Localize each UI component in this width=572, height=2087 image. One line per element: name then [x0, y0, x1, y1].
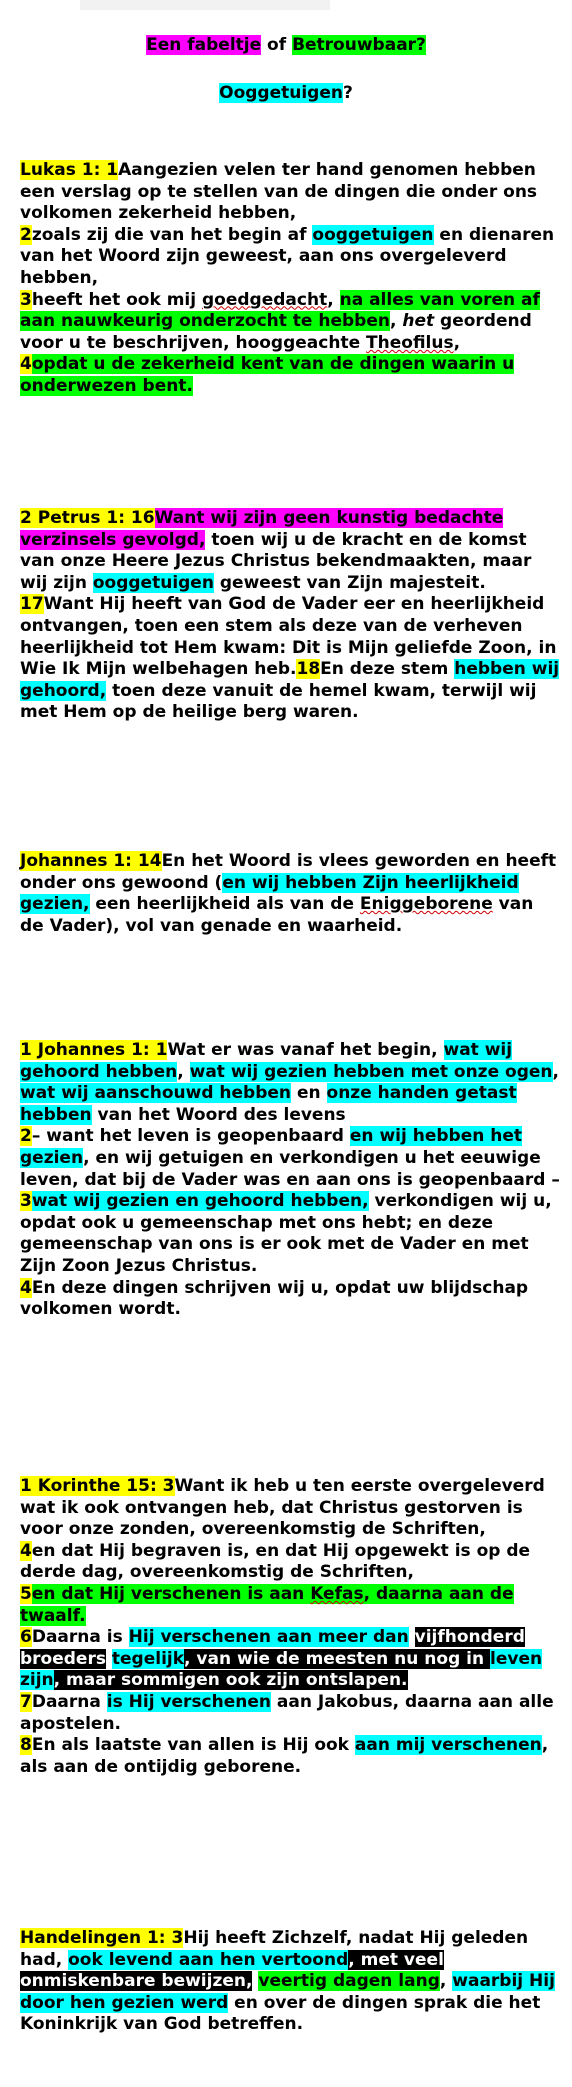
title-part-fabeltje: Een fabeltje	[146, 35, 262, 55]
highlighted-text: , daarna aan de twaalf.	[20, 1583, 514, 1626]
title-of: of	[261, 35, 293, 55]
passage-text	[409, 1627, 415, 1647]
verse-reference: 2	[20, 224, 32, 245]
highlighted-text: , maar sommigen ook zijn ontslapen.	[53, 1670, 408, 1691]
passage-text: En het Woord is vlees geworden en heeft onder ons gewoond (	[20, 851, 557, 893]
subtitle-question-mark: ?	[342, 83, 353, 103]
verse-reference: 17	[20, 594, 44, 615]
passage-text: en	[291, 1083, 327, 1104]
highlighted-text: , van wie de meesten nu nog in	[184, 1648, 491, 1669]
passage-lukas	[20, 160, 560, 398]
passage-text: ,	[552, 1061, 559, 1082]
passage-text: Eniggeborene	[359, 894, 493, 915]
passage-text: ,	[439, 1971, 453, 1992]
verse-reference: 1 Korinthe 15: 3	[20, 1476, 175, 1496]
passage-text: Aangezien velen ter hand genomen hebben een verslag op te stellen van de dingen die onder ons volkomen zekerheid hebben,	[20, 160, 538, 224]
passage-text: van de Vader), vol van genade en waarheid.	[20, 894, 534, 936]
passage-text: Want Hij heeft van God de Vader eer en heerlijkheid ontvangen, toen een stem als deze van de verheven heerlijkheid tot Hem kwam: Dit is Mijn geliefde Zoon, in Wie Ik Mijn welbehagen heb.	[20, 594, 557, 680]
verse-reference: 4	[20, 1540, 32, 1561]
verse-reference: 2 Petrus 1: 16	[20, 508, 155, 528]
page-title	[0, 34, 572, 56]
passage-text: ,	[177, 1061, 190, 1082]
passage-text: Daarna	[31, 1691, 107, 1712]
passage-text: En als laatste van allen is Hij ook	[31, 1735, 355, 1756]
highlighted-text: leven zijn	[20, 1648, 543, 1691]
passage-text: ,	[389, 311, 403, 332]
verse-reference: 3	[20, 289, 32, 310]
highlighted-text: met veel onmiskenbare bewijzen,	[20, 1949, 444, 1992]
passage-text: toen wij u de kracht en de komst van onze Heere Jezus Christus bekendmaakten, maar wij zijn	[20, 529, 532, 593]
passage-text: Wat er was vanaf het begin,	[167, 1040, 444, 1060]
passage-text: toen deze vanuit de hemel kwam, terwijl wij met Hem op de heilige berg waren.	[20, 680, 537, 723]
highlighted-text: vijfhonderd broeders	[20, 1627, 525, 1669]
passage-text: Theofilus	[366, 332, 454, 353]
verse-reference: 6	[20, 1627, 32, 1648]
verse-reference: Johannes 1: 14	[20, 851, 162, 871]
highlighted-text: ooggetuigen	[92, 572, 214, 593]
highlighted-text: en dat Hij verschenen is aan	[31, 1583, 311, 1604]
highlighted-text: opdat u de zekerheid kent van de dingen waarin u onderwezen bent.	[20, 354, 515, 396]
highlighted-text: waarbij Hij door hen gezien werd	[20, 1971, 555, 2013]
passage-text: en over de dingen sprak die het Koninkrijk van God betreffen.	[20, 1992, 541, 2035]
highlighted-text: en wij hebben het gezien	[20, 1126, 522, 1168]
highlighted-text: Hij verschenen aan meer dan	[128, 1627, 409, 1648]
highlighted-text: hebben wij gehoord,	[20, 659, 560, 701]
passage-text: Hij heeft Zichzelf, nadat Hij geleden had,	[20, 1928, 529, 1970]
highlighted-text: veertig dagen lang	[258, 1971, 440, 1992]
passage-text: heeft het ook mij	[31, 289, 202, 310]
passage-text: goedgedacht	[202, 289, 328, 310]
verse-reference: 1 Johannes 1: 1	[20, 1040, 168, 1060]
verse-reference: 4	[20, 354, 32, 375]
highlighted-text: onze handen getast	[326, 1083, 517, 1104]
passage-1-korinthe	[20, 1476, 560, 1778]
passage-text: geweest van Zijn majesteit.	[213, 572, 486, 593]
passage-text: Want ik heb u ten eerste overgeleverd wat ik ook ontvangen heb, dat Christus gestorven is voor onze zonden, overeenkomstig de Schriften,	[20, 1476, 545, 1540]
verse-reference: Lukas 1: 1	[20, 160, 119, 180]
highlighted-text: Want wij zijn geen kunstig bedachte verzinsels gevolgd,	[20, 508, 504, 550]
highlighted-text: tegelijk	[111, 1648, 185, 1669]
verse-reference: 7	[20, 1691, 32, 1712]
passage-text: , en wij getuigen en verkondigen u het eeuwige leven, dat bij de Vader was en aan ons is geopenbaard –	[20, 1147, 560, 1190]
passage-text: , als aan de ontijdig geborene.	[20, 1735, 549, 1777]
page-subtitle	[0, 82, 572, 104]
highlighted-text: en wij hebben Zijn heerlijkheid gezien,	[20, 872, 519, 915]
passage-text: zoals zij die van het begin af	[31, 224, 313, 245]
passage-johannes	[20, 851, 560, 937]
passage-text: van het Woord des levens	[91, 1104, 346, 1125]
verse-reference: 4	[20, 1277, 32, 1298]
passage-text: En deze dingen schrijven wij u, opdat uw blijdschap volkomen wordt.	[20, 1277, 529, 1320]
title-part-betrouwbaar: Betrouwbaar?	[292, 35, 426, 55]
passage-text: ,	[327, 289, 340, 310]
passage-text: ,	[453, 332, 461, 353]
subtitle-ooggetuigen: Ooggetuigen	[219, 83, 343, 103]
passage-text	[106, 1649, 112, 1669]
passage-text: – want het leven is geopenbaard	[31, 1126, 350, 1147]
highlighted-text: wat wij aanschouwd hebben	[20, 1083, 292, 1104]
highlighted-text: wat wij gezien en gehoord hebben,	[31, 1191, 369, 1212]
verse-reference: 2	[20, 1126, 32, 1147]
passage-text: een heerlijkheid als van de	[89, 894, 360, 915]
passage-text: verkondigen wij u, opdat ook u gemeenschap met ons hebt; en deze gemeenschap van ons is er ook met de Vader en met Zijn Zoon Jezus Christus.	[20, 1191, 552, 1276]
highlighted-text: ooggetuigen	[312, 224, 434, 245]
highlighted-text: wat wij gezien hebben met onze ogen	[189, 1061, 553, 1082]
verse-reference: Handelingen 1: 3	[20, 1928, 184, 1948]
highlighted-text: is Hij verschenen	[106, 1691, 272, 1712]
passage-2-petrus	[20, 508, 560, 724]
passage-text: Daarna is	[31, 1627, 129, 1648]
passage-text: aan Jakobus, daarna aan alle apostelen.	[20, 1691, 554, 1734]
verse-reference: 18	[296, 659, 321, 680]
passage-text: geordend voor u te beschrijven, hooggeachte	[20, 311, 532, 353]
verse-reference: 5	[20, 1583, 32, 1604]
top-scroll-bar	[80, 0, 330, 10]
highlighted-text: wat wij gehoord hebben	[20, 1040, 513, 1082]
passage-text: en dat Hij begraven is, en dat Hij opgewekt is op de derde dag, overeenkomstig de Schriften,	[20, 1540, 531, 1583]
highlighted-text: ,	[348, 1949, 361, 1970]
verse-reference: 3	[20, 1191, 32, 1212]
highlighted-text: hebben	[20, 1104, 92, 1125]
passage-text: En deze stem	[320, 659, 455, 680]
passage-text: het	[402, 311, 435, 332]
highlighted-text: ook levend aan hen vertoond	[68, 1949, 349, 1970]
highlighted-text: na alles van voren af aan nauwkeurig onderzocht te hebben	[20, 289, 540, 332]
highlighted-text: aan mij verschenen	[354, 1735, 542, 1756]
verse-reference: 8	[20, 1735, 32, 1756]
passage-1-johannes	[20, 1040, 560, 1321]
highlighted-text: Kefas	[310, 1583, 364, 1604]
passage-handelingen	[20, 1928, 560, 2036]
passage-text: en dienaren van het Woord zijn geweest, aan ons overgeleverd hebben,	[20, 224, 555, 288]
